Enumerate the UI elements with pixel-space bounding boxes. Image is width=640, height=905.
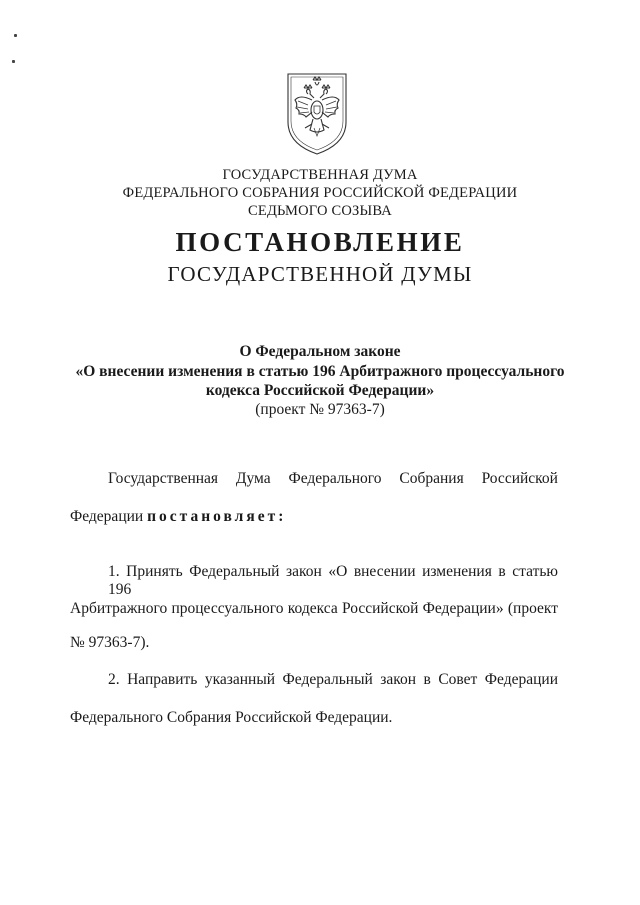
preamble-line-2 bbox=[70, 508, 558, 526]
header-line-1: ГОСУДАРСТВЕННАЯ ДУМА bbox=[222, 167, 418, 183]
subject-line-1-text: О Федеральном законе bbox=[239, 343, 401, 360]
subject-line-2 bbox=[0, 362, 640, 381]
preamble-text: Федерации bbox=[70, 508, 148, 525]
item-1-line-1: 1. Принять Федеральный закон «О внесении изменения в статью 196 bbox=[108, 563, 558, 598]
preamble-word: Федерального bbox=[288, 470, 382, 487]
document-subtitle: ГОСУДАРСТВЕННОЙ ДУМЫ bbox=[167, 262, 473, 286]
preamble-word: Российской bbox=[481, 470, 558, 487]
item-2-line-2: Федерального Собрания Российской Федерации. bbox=[70, 709, 393, 726]
item-1-line-3: № 97363-7). bbox=[70, 634, 150, 651]
preamble-word: Дума bbox=[235, 470, 271, 487]
item-1-line-2: Арбитражного процессуального кодекса Российской Федерации» (проект bbox=[70, 600, 558, 617]
scan-speck bbox=[12, 60, 15, 63]
project-number: (проект № 97363-7) bbox=[255, 401, 385, 418]
subject-line-1 bbox=[0, 342, 640, 361]
preamble-line-1 bbox=[108, 470, 558, 488]
resolves-word: постановляет: bbox=[147, 508, 287, 525]
preamble-word: Государственная bbox=[108, 470, 219, 487]
document-title: ПОСТАНОВЛЕНИЕ bbox=[175, 227, 465, 257]
header-line-3: СЕДЬМОГО СОЗЫВА bbox=[248, 203, 392, 219]
coat-of-arms-icon bbox=[286, 70, 348, 156]
header-line-2: ФЕДЕРАЛЬНОГО СОБРАНИЯ РОССИЙСКОЙ ФЕДЕРАЦИИ bbox=[122, 185, 518, 201]
preamble-word: Собрания bbox=[399, 470, 464, 487]
subject-line-3 bbox=[0, 381, 640, 400]
subject-line-2-text: «О внесении изменения в статью 196 Арбитражного процессуального bbox=[75, 363, 565, 380]
item-2-line-1: 2. Направить указанный Федеральный закон в Совет Федерации bbox=[108, 671, 558, 688]
subject-line-3-text: кодекса Российской Федерации» bbox=[205, 382, 435, 399]
scan-speck bbox=[14, 34, 17, 37]
